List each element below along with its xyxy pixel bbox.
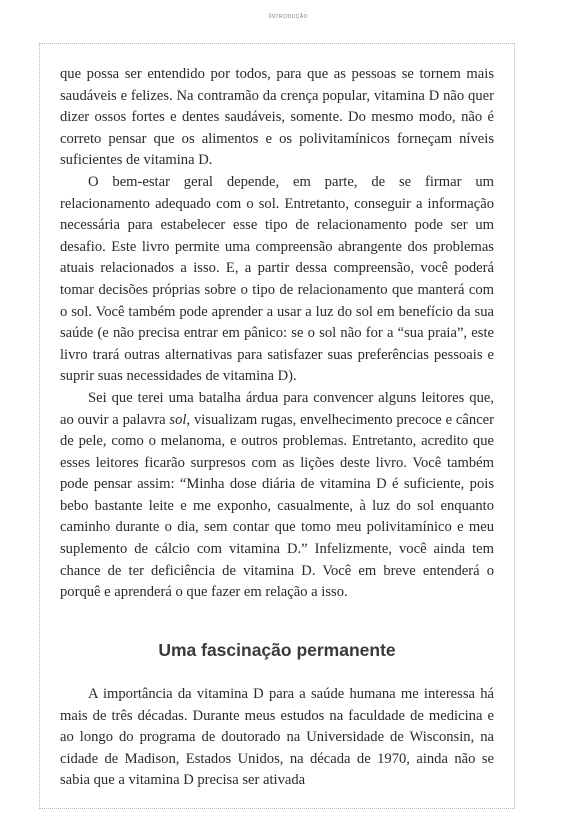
- running-header: Introdução: [268, 13, 309, 20]
- paragraph-3-part-2: , visualizam rugas, envelhecimento precoce e câncer de pele, como o melanoma, e outros problemas. Entretanto, acredito que esses leitores ficarão surpresos com as lições deste livro. Você também pode pensar assim: “Minha dose diária de vitamina D é suficiente, pois bebo bastante leite e me exponho, casualmente, à luz do sol enquanto caminho durante o dia, sem contar que tomo meu polivitamínico e meu suplemento de cálcio com vitamina D.” Infelizmente, você ainda tem chance de ter deficiência de vitamina D. Você em breve entenderá o porquê e aprenderá o que fazer em relação a isso.: [60, 411, 495, 601]
- paragraph-1: que possa ser entendido por todos, para que as pessoas se tornem mais saudáveis e felizes. Na contramão da crença popular, vitamina D não quer dizer ossos fortes e dentes saudáveis, somente. Do mesmo modo, não é correto pensar que os alimentos e os polivitamínicos forneçam níveis suficientes de vitamina D.: [60, 66, 494, 169]
- paragraph-3-emphasis: sol: [169, 411, 187, 428]
- body-text-block-2: [60, 684, 494, 792]
- body-text-block: [60, 64, 494, 604]
- paragraph-3-part-1: Sei que terei uma batalha árdua para convencer alguns leitores que, ao ouvir a palavra: [60, 389, 494, 428]
- paragraph-2: O bem-estar geral depende, em parte, de se firmar um relacionamento adequado com o sol. Entretanto, conseguir a informação necessária para estabelecer esse tipo de relacionamento pode ser um desafio. Este livro permite uma compreensão abrangente dos problemas atuais relacionados a isso. E, a partir dessa compreensão, você poderá tomar decisões próprias sobre o tipo de relacionamento que manterá com o sol. Você também pode aprender a usar a luz do sol em benefício da sua saúde (e não precisa entrar em pânico: se o sol não for a “sua praia”, este livro trará outras alternativas para satisfazer suas preferências pessoais e suprir suas necessidades de vitamina D).: [60, 173, 494, 385]
- paragraph-3: [60, 388, 494, 604]
- paragraph-4: A importância da vitamina D para a saúde humana me interessa há mais de três décadas. Durante meus estudos na faculdade de medicina e ao longo do programa de doutorado na Universidade de Wisconsin, na cidade de Madison, Estados Unidos, na década de 1970, ainda não se sabia que a vitamina D precisa ser ativada: [60, 686, 494, 789]
- section-heading: Uma fascinação permanente: [158, 640, 396, 660]
